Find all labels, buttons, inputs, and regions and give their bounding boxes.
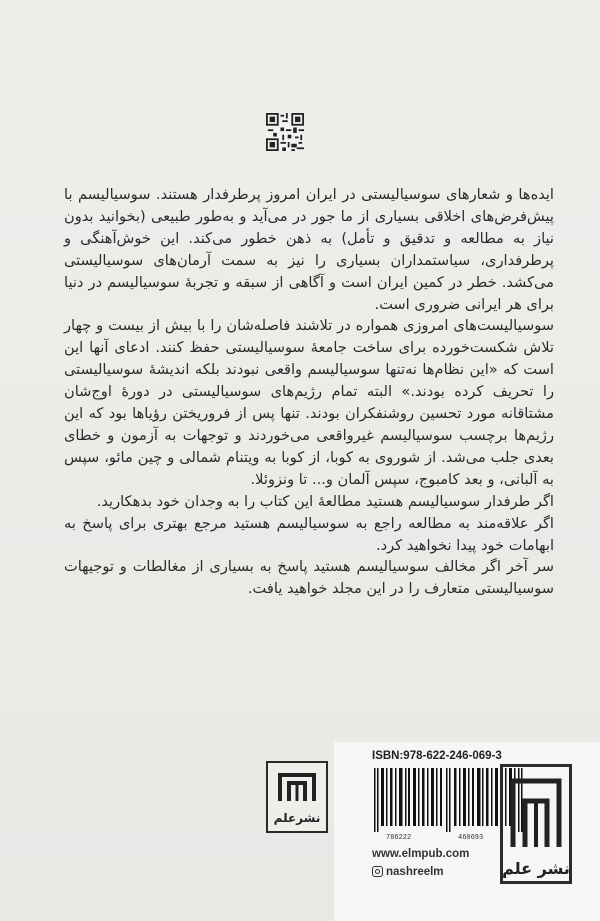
paragraph-intro: ایده‌ها و شعارهای سوسیالیستی در ایران امروز پرطرفدار هستند. سوسیالیسم با پیش‌فرض‌های اخلاقی بسیاری از ما جور در می‌آید و به‌طور طبیعی (بخوانید بدون نیاز به مطالعه و تدقیق و تأمل) به ذهن خطور می‌کند. این خوش‌آهنگی و پرطرفداری، سیاستمداران بسیاری را نیز به سمت آرمان‌های سوسیالیستی می‌کشد. خطر در کمین ایران است و آگاهی از سبقه و تجربهٔ سوسیالیسم در دنیا برای هر ایرانی ضروری است. [64, 186, 554, 313]
brand-logo-label: نشر علم [502, 859, 570, 878]
barcode-digits-left: 786222 [386, 834, 412, 842]
barcode-digits-right: 460693 [458, 834, 484, 842]
paragraph-curious: اگر علاقه‌مند به مطالعه راجع به سوسیالیسم هستید مرجع بهتری برای پاسخ به ابهامات خود پیدا نخواهید کرد. [64, 514, 554, 554]
publisher-logo-small [266, 761, 328, 833]
book-logo-icon [276, 771, 318, 805]
website: www.elmpub.com [372, 848, 470, 860]
instagram-text: nashreelm [386, 866, 444, 878]
paragraph-history: سوسیالیست‌های امروزی همواره در تلاشند فاصله‌شان را با بیش از بیست و چهار تلاش شکست‌خورده برای ساخت جامعهٔ سوسیالیستی حفظ کنند. ادعای آنها این است که «این نظام‌ها نه‌تنها سوسیالیسم واقعی نبودند بلکه اندیشهٔ سوسیالیستی را تحریف کرده بودند.» البته تمام رژیم‌های سوسیالیستی در دورهٔ اوج‌شان مشتاقانه مورد تحسین روشنفکران بودند. تنها پس از فروریختن رؤیاها بود که این رژیم‌ها برچسب سوسیالیسم غیرواقعی می‌خوردند و توجهات به آزمون و خطای بعدی جلب می‌شد. از شوروی به کوبا، از کوبا به ویتنام شمالی و چین مائو، سپس به آلبانی، و بعد کامبوج، سپس آلمان و... تا ونزوئلا. [64, 317, 554, 488]
qr-code [266, 113, 304, 151]
instagram-handle [372, 866, 444, 878]
blurb [64, 184, 554, 600]
isbn: ISBN:978-622-246-069-3 [372, 750, 502, 762]
publisher-label: نشرعلم [273, 811, 321, 825]
book-logo-icon [507, 773, 565, 851]
paragraph-opponents: سر آخر اگر مخالف سوسیالیسم هستید پاسخ به بسیاری از مغالطات و توجیهات سوسیالیستی متعارف را در این مجلد خواهید یافت. [64, 558, 554, 598]
paragraph-supporters: اگر طرفدار سوسیالیسم هستید مطالعهٔ این کتاب را به وجدان خود بدهکارید. [96, 492, 554, 510]
publisher-logo-large [500, 764, 572, 884]
instagram-icon [372, 866, 383, 877]
